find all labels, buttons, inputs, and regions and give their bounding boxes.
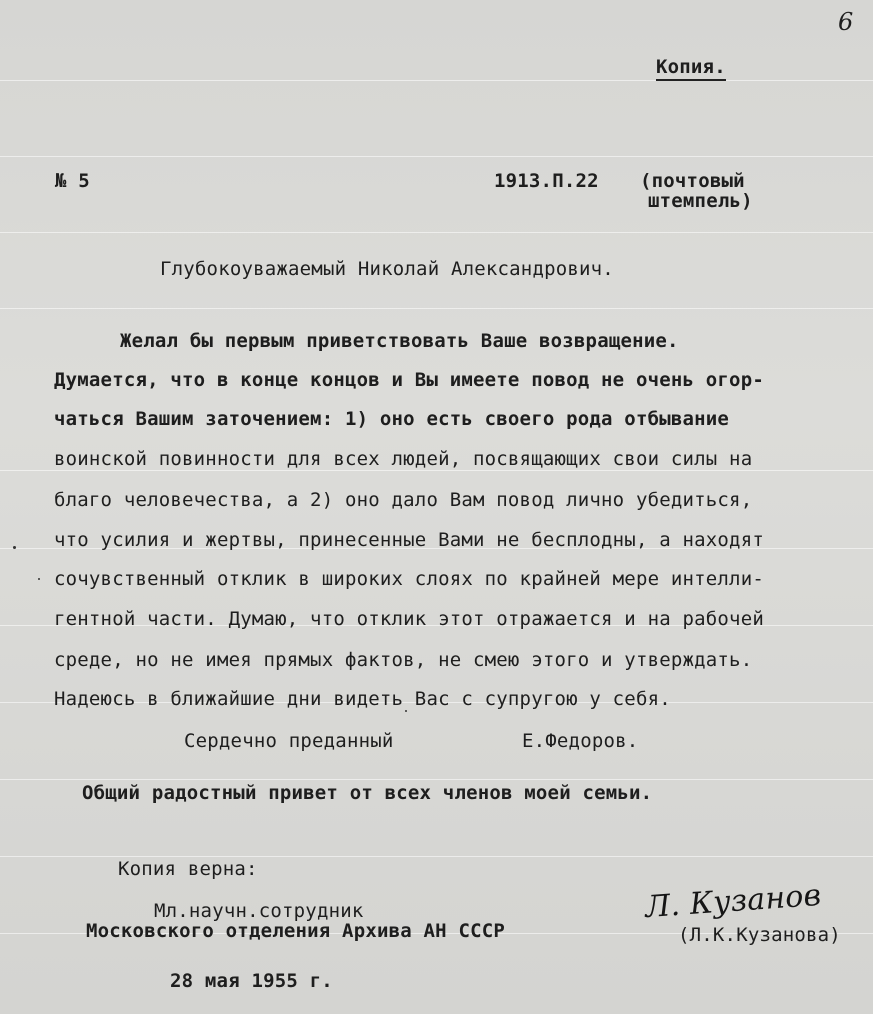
body-line: Надеюсь в ближайшие дни видеть Вас с супругою у себя. [54,688,671,710]
stamp-note-line-2: штемпель) [648,190,753,212]
document-number: № 5 [55,170,90,192]
stamp-note-line-1: (почтовый [640,170,745,192]
speck [13,546,16,549]
page-number: 6 [838,8,854,36]
body-line: благо человечества, а 2) оно дало Вам повод лично убедиться, [54,489,753,511]
body-line: среде, но не имея прямых фактов, не смею этого и утверждать. [54,649,753,671]
certifier-position: Мл.научн.сотрудник [154,900,364,922]
body-line: чаться Вашим заточением: 1) оно есть своего рода отбывание [54,408,730,430]
body-line: сочувственный отклик в широких слоях по крайней мере интелли- [54,568,764,590]
speck [38,578,40,580]
certification-label: Копия верна: [118,858,258,880]
certification-date: 28 мая 1955 г. [170,970,333,992]
handwritten-signature: Л. Кузанов [643,877,823,926]
body-line: гентной части. Думаю, что отклик этот отражается и на рабочей [54,608,764,630]
signer-name: (Л.К.Кузанова) [678,924,841,946]
document-date: 1913.П.22 [494,170,599,192]
copy-header: Копия. [656,56,726,81]
body-line: Желал бы первым приветствовать Ваше возвращение. [120,330,679,352]
certifier-department: Московского отделения Архива АН СССР [86,920,506,942]
body-line: Думается, что в конце концов и Вы имеете повод не очень огор- [54,369,764,391]
body-line: что усилия и жертвы, принесенные Вами не бесплодны, а находят [54,529,764,551]
postscript: Общий радостный привет от всех членов моей семьи. [82,782,653,804]
sender-name: Е.Федоров. [522,730,639,752]
body-line: воинской повинности для всех людей, посвящающих свои силы на [54,448,753,470]
closing: Сердечно преданный [184,730,394,752]
salutation: Глубокоуважаемый Николай Александрович. [160,258,614,280]
speck [405,710,407,712]
